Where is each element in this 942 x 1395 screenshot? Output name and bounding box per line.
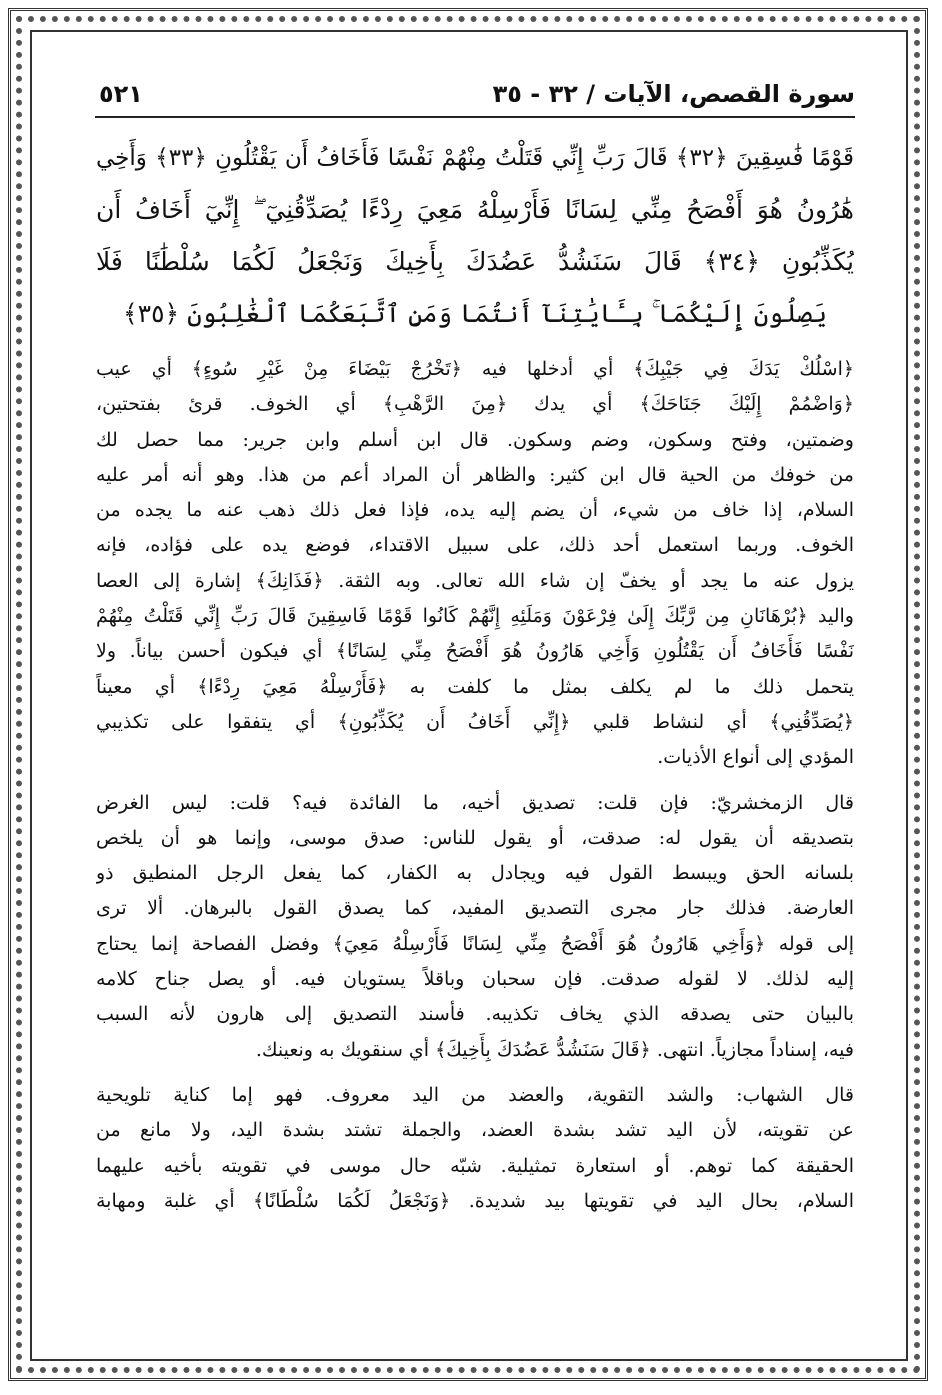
paragraph <box>96 1078 854 1219</box>
commentary-body <box>96 352 854 1219</box>
text-line: السلام، إذا خاف من شيء، أن يضم إليه يده، فإذا فعل ذلك ذهب عنه ما يجده من <box>96 499 854 522</box>
text-line: وضمتين، وفتح وسكون، وضم وسكون. قال ابن أسلم وابن جرير: مما حصل لك <box>96 428 854 451</box>
text-line: بالبيان حتى يصدقه الذي يخاف تكذيبه. فأسند التصديق إلى هارون لأنه السبب <box>96 1003 854 1026</box>
text-line: بلسانه الحق ويبسط القول فيه ويجادل به الكفار، كما يفعل الرجل المنطيق ذو <box>96 862 854 885</box>
text-line: يزول عنه ما يجد أو يخفّ إن شاء الله تعالى. وبه الثقة. ﴿فَذَانِكَ﴾ إشارة إلى العصا <box>96 569 854 592</box>
text-line: الخوف. وربما استعمل أحد ذلك، على سبيل الاقتداء، فوضع يده على فؤاده، فإنه <box>96 534 854 557</box>
text-line: إلى قوله ﴿وَأَخِي هَارُونُ هُوَ أَفْصَحُ مِنِّي لِسَانًا فَأَرْسِلْهُ مَعِيَ﴾ وفضل الفصاحة إنما يحتاج <box>96 932 854 955</box>
text-line: بتصديقه أن يقول له: صدقت، أو يقول للناس: صدق موسى، وإنما هو أن يلخص <box>96 826 854 849</box>
quran-line: يَصِلُونَ إِلَيْكُمَا ۚ بِـَٔايَٰتِنَآ أَنتُمَا وَمَنِ ٱتَّبَعَكُمَا ٱلْغَٰلِبُونَ ﴿٣٥﴾ <box>123 299 827 328</box>
text-line: السلام، بحال اليد في تقويتها بيد شديدة. ﴿وَنَجْعَلُ لَكُمَا سُلْطَانًا﴾ أي غلبة ومهابة <box>96 1189 854 1212</box>
quran-line: يُكَذِّبُونِ ﴿٣٤﴾ قَالَ سَنَشُدُّ عَضُدَكَ بِأَخِيكَ وَنَجْعَلُ لَكُمَا سُلْطَٰنًا فَلَا <box>96 247 854 276</box>
paragraph <box>96 786 854 1068</box>
text-line: العارضة. فذلك جار مجرى التصديق المفيد، كما يصدق القول بالبرهان. ألا ترى <box>96 897 854 920</box>
page-header <box>95 76 855 118</box>
text-line: ﴿اسْلُكْ يَدَكَ فِي جَيْبِكَ﴾ أي أدخلها فيه ﴿تَخْرُجْ بَيْضَاءَ مِنْ غَيْرِ سُوءٍ﴾ أي عيب <box>96 358 854 380</box>
page-number: ٥٢١ <box>99 80 143 108</box>
text-line: قال الزمخشريّ: فإن قلت: تصديق أخيه، ما الفائدة فيه؟ قلت: ليس الغرض <box>96 791 854 814</box>
text-line: ﴿وَاضْمُمْ إِلَيْكَ جَنَاحَكَ﴾ أي يدك ﴿مِنَ الرَّهْبِ﴾ أي الخوف. قرئ بفتحتين، <box>96 393 854 416</box>
quran-verses-block <box>96 132 854 340</box>
text-line: نَفْسًا فَأَخَافُ أَن يَقْتُلُونِ وَأَخِي هَارُونُ هُوَ أَفْصَحُ مِنِّي لِسَانًا﴾ أي فيكون أحسن بياناً. ولا <box>96 640 854 663</box>
text-line: قال الشهاب: والشد التقوية، والعضد من اليد معروف. فهو إما كناية تلويحية <box>96 1083 854 1106</box>
text-line: من خوفك من الحية قال ابن كثير: والظاهر أن المراد أعم من هذا. وهو أنه أمر عليه <box>96 463 854 486</box>
text-line: إليه لذلك. لا لقوله صدقت. فإن سحبان وباقلاً يستويان فيه. أو يصل جناح كلامه <box>96 968 854 991</box>
text-line: يتحمل ذلك ما لم يكلف بمثل ما كلفت به ﴿فَأَرْسِلْهُ مَعِيَ رِدْءًا﴾ أي معيناً <box>96 675 854 698</box>
paragraph <box>96 352 854 776</box>
text-line: الحقيقة كما توهم. أو استعارة تمثيلية. شبّه حال موسى في تقويته بأخيه عليهما <box>96 1154 854 1177</box>
text-line: ﴿يُصَدِّقُنِي﴾ أي لنشاط قلبي ﴿إِنِّي أَخَافُ أَن يُكَذِّبُونِ﴾ أي يتفقوا على تكذيبي <box>96 710 854 733</box>
quran-line: قَوْمًا فَٰسِقِينَ ﴿٣٢﴾ قَالَ رَبِّ إِنِّي قَتَلْتُ مِنْهُمْ نَفْسًا فَأَخَافُ أَن يَقْتُلُونِ ﴿٣٣﴾ وَأَخِي <box>96 145 854 171</box>
quran-line: هَٰرُونُ هُوَ أَفْصَحُ مِنِّي لِسَانًا فَأَرْسِلْهُ مَعِيَ رِدْءًا يُصَدِّقُنِيٓ ۖ إِنِّيٓ أَخَافُ أَن <box>96 195 854 224</box>
text-line: واليد ﴿بُرْهَانَانِ مِن رَّبِّكَ إِلَىٰ فِرْعَوْنَ وَمَلَئِهِ إِنَّهُمْ كَانُوا قَوْمًا فَاسِقِينَ قَالَ رَبِّ إِنِّي قَتَلْتُ مِنْهُمْ <box>96 605 854 628</box>
text-line: عن تقويته، لأن اليد تشد بشدة العضد، والجملة تشتد بشدة اليد، ولا مانع من <box>96 1119 854 1142</box>
text-line: المؤدي إلى أنواع الأذيات. <box>657 746 854 769</box>
text-line: فيه، إسناداً مجازياً. انتهى. ﴿قَالَ سَنَشُدُّ عَضُدَكَ بِأَخِيكَ﴾ أي سنقويك به ونعينك. <box>255 1038 854 1061</box>
running-title: سورة القصص، الآيات / ٣٢ - ٣٥ <box>492 80 855 108</box>
